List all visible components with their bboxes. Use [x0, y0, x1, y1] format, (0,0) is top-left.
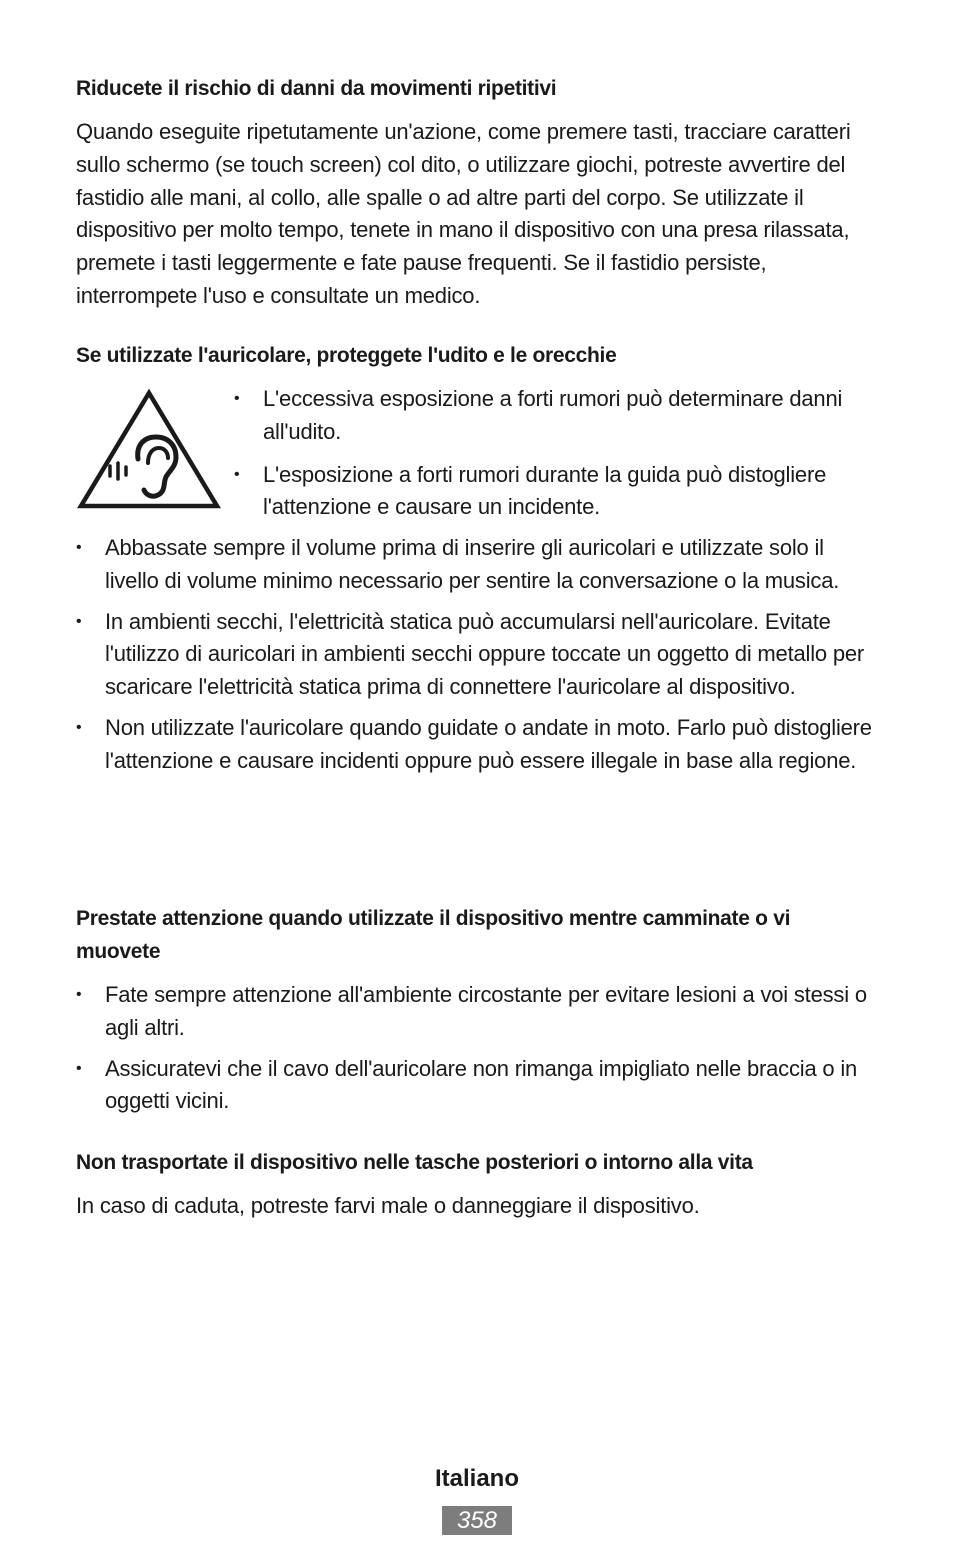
hearing-warning-icon: [76, 387, 222, 513]
hearing-bullet-list: [76, 532, 876, 778]
section-heading-walking: Prestate attenzione quando utilizzate il dispositivo mentre camminate o vi muovete: [76, 907, 791, 963]
list-item: • Abbassate sempre il volume prima di inserire gli auricolari e utilizzate solo il livello di volume minimo necessario per sentire la conversazione o la musica.: [76, 532, 876, 598]
list-item: • In ambienti secchi, l'elettricità statica può accumularsi nell'auricolare. Evitate l'utilizzo di auricolari in ambienti secchi oppure toccate un oggetto di metallo per scaricare l'elettricità statica prima di connettere l'auricolare al dispositivo.: [76, 606, 876, 704]
footer-language: Italiano: [434, 1465, 519, 1492]
list-item: • L'eccessiva esposizione a forti rumori può determinare danni all'udito.: [234, 383, 874, 449]
list-item: • L'esposizione a forti rumori durante la guida può distogliere l'attenzione e causare un incidente.: [234, 459, 874, 525]
section-heading-pockets: Non trasportate il dispositivo nelle tasche posteriori o intorno alla vita: [76, 1151, 753, 1174]
section-heading-repetitive-motion: Riducete il rischio di danni da movimenti ripetitivi: [76, 77, 557, 100]
list-item: • Fate sempre attenzione all'ambiente circostante per evitare lesioni a voi stessi o agli altri.: [76, 979, 876, 1045]
list-item: • Non utilizzate l'auricolare quando guidate o andate in moto. Farlo può distogliere l'attenzione e causare incidenti oppure può essere illegale in base alla regione.: [76, 712, 876, 778]
page-number: 358: [442, 1506, 512, 1535]
walking-bullet-list: [76, 979, 876, 1118]
list-item: • Assicuratevi che il cavo dell'auricolare non rimanga impigliato nelle braccia o in oggetti vicini.: [76, 1053, 876, 1119]
section-heading-hearing: Se utilizzate l'auricolare, proteggete l'udito e le orecchie: [76, 344, 617, 367]
section-paragraph-repetitive-motion: Quando eseguite ripetutamente un'azione, come premere tasti, tracciare caratteri sullo schermo (se touch screen) col dito, o utilizzare giochi, potreste avvertire del fastidio alle mani, al collo, alle spalle o ad altre parti del corpo. Se utilizzate il dispositivo per molto tempo, tenete in mano il dispositivo con una presa rilassata, premete i tasti leggermente e fate pause frequenti. Se il fastidio persiste, interrompete l'uso e consultate un medico.: [76, 119, 851, 308]
section-paragraph-pockets: In caso di caduta, potreste farvi male o danneggiare il dispositivo.: [76, 1193, 700, 1218]
icon-bullet-list: [234, 383, 874, 524]
